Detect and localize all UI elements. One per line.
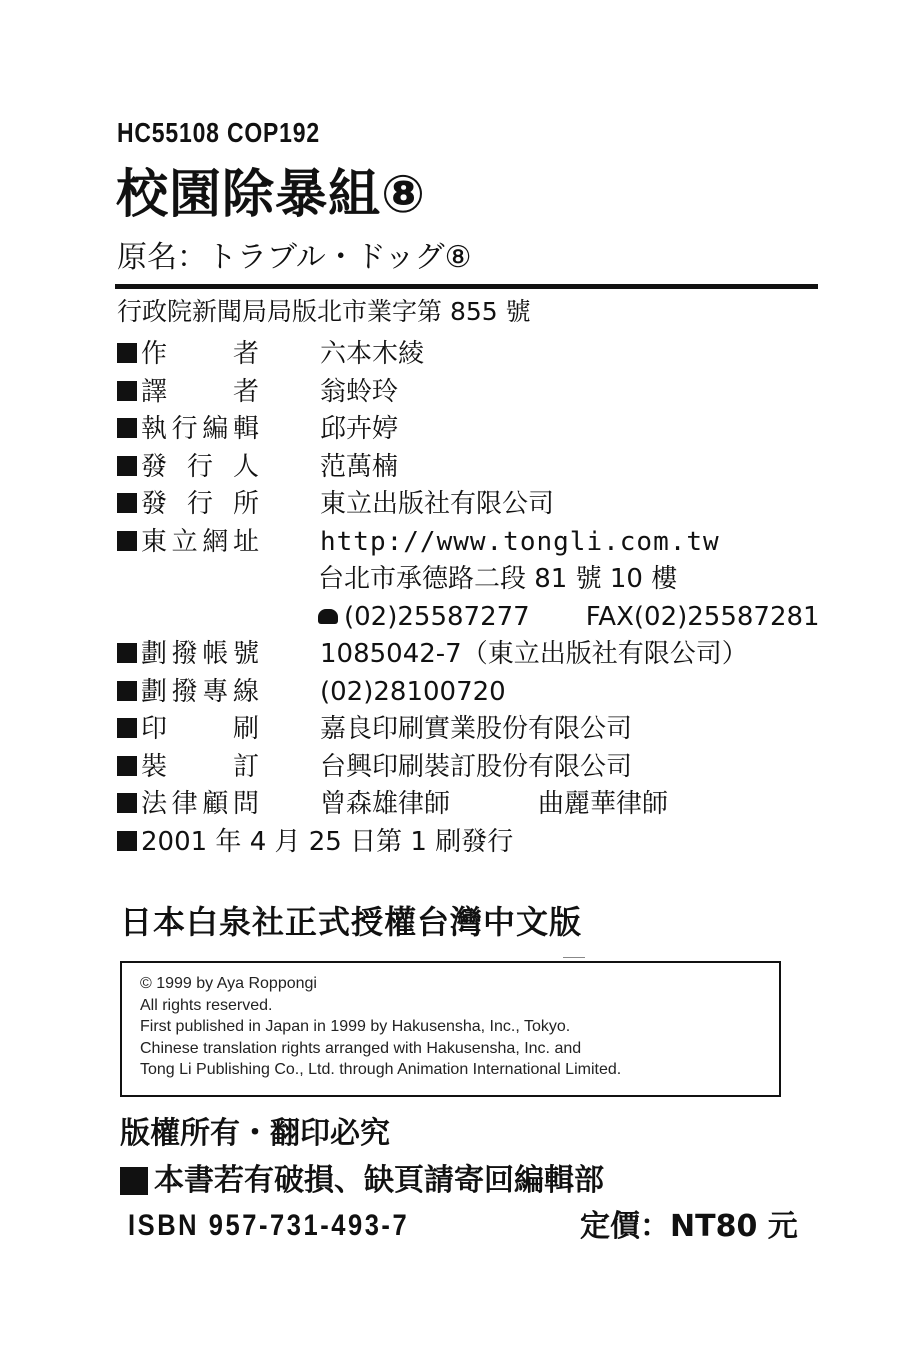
credit-label: 東立網址: [141, 526, 259, 557]
website-url[interactable]: http://www.tongli.com.tw: [320, 526, 720, 557]
credit-row-account: [117, 636, 820, 674]
copyright-line: Chinese translation rights arranged with Hakusensha, Inc. and: [140, 1039, 582, 1057]
divider-rule: [115, 284, 818, 289]
credit-row-hotline: [117, 674, 820, 712]
credit-value: 范萬楠: [320, 451, 399, 482]
credit-label: 法律顧問: [141, 789, 259, 819]
bullet-icon: [120, 1167, 148, 1195]
copyright-line: First published in Japan in 1999 by Hakusensha, Inc., Tokyo.: [140, 1018, 571, 1036]
bullet-icon: [117, 831, 137, 851]
address-row: [117, 561, 820, 599]
credit-row-binding: [117, 749, 820, 787]
credit-label: 譯 者: [141, 376, 259, 407]
bullet-icon: [117, 381, 137, 401]
print-date-row: [117, 824, 820, 862]
credit-value-2: 曲麗華律師: [538, 789, 669, 819]
phone-number: (02)25587277: [344, 601, 530, 632]
credit-label: 作 者: [141, 339, 259, 369]
credit-row-legal: [117, 786, 820, 824]
bullet-icon: [117, 793, 137, 813]
copyright-line: © 1999 by Aya Roppongi: [140, 975, 317, 992]
credit-row-editor: [117, 411, 820, 449]
license-number: 行政院新聞局局版北市業字第 855 號: [117, 297, 531, 326]
copyright-line: Tong Li Publishing Co., Ltd. through Animation International Limited.: [140, 1061, 622, 1079]
address: 台北市承德路二段 81 號 10 樓: [318, 564, 678, 594]
credit-row-website: [117, 524, 820, 562]
damage-notice-row: [120, 1162, 604, 1200]
price: 定價：NT80 元: [580, 1209, 798, 1244]
small-mark: [563, 957, 585, 958]
credit-label: 發 行 人: [141, 451, 259, 482]
credit-row-translator: [117, 374, 820, 412]
bullet-icon: [117, 718, 137, 738]
credit-label: 劃撥專線: [141, 676, 259, 707]
credit-value: 曾森雄律師: [320, 789, 451, 819]
bullet-icon: [117, 531, 137, 551]
credit-row-printer: [117, 711, 820, 749]
credit-row-publishing-house: [117, 486, 820, 524]
print-date: 2001 年 4 月 25 日第 1 刷發行: [141, 826, 514, 857]
credit-value: 翁蛉玲: [320, 376, 399, 407]
damage-notice: 本書若有破損、缺頁請寄回編輯部: [154, 1163, 604, 1198]
credit-value: 1085042-7（東立出版社有限公司）: [320, 639, 748, 669]
bullet-icon: [117, 456, 137, 476]
original-title: 原名：トラブル・ドッグ⑧: [117, 240, 472, 275]
credit-label: 發 行 所: [141, 489, 259, 519]
credit-label: 印 刷: [141, 714, 259, 744]
bullet-icon: [117, 756, 137, 776]
telephone-icon: [318, 609, 338, 624]
authorized-edition: 日本白泉社正式授權台灣中文版: [120, 903, 583, 941]
credit-row-publisher: [117, 449, 820, 487]
bullet-icon: [117, 643, 137, 663]
copyright-box: [120, 961, 781, 1097]
catalog-code: HC55108 COP192: [117, 117, 320, 148]
phone-row: [117, 599, 820, 637]
bullet-icon: [117, 493, 137, 513]
credit-label: 裝 訂: [141, 751, 259, 782]
isbn: ISBN 957-731-493-7: [128, 1209, 410, 1242]
bullet-icon: [117, 343, 137, 363]
bullet-icon: [117, 681, 137, 701]
credit-row-author: [117, 336, 820, 374]
credit-value: 東立出版社有限公司: [320, 489, 555, 519]
fax-number: FAX(02)25587281: [585, 601, 820, 632]
credit-value: 台興印刷裝訂股份有限公司: [320, 751, 633, 782]
credit-value: 嘉良印刷實業股份有限公司: [320, 714, 633, 744]
rights-reserved: 版權所有・翻印必究: [120, 1116, 390, 1151]
credits-list: [117, 336, 820, 861]
website-link[interactable]: [320, 524, 720, 560]
bullet-icon: [117, 418, 137, 438]
credit-value: 邱卉婷: [320, 414, 399, 444]
credit-label: 劃撥帳號: [141, 639, 259, 669]
credit-value: (02)28100720: [320, 676, 506, 707]
copyright-line: All rights reserved.: [140, 996, 273, 1014]
credit-label: 執行編輯: [141, 414, 259, 444]
book-title: 校園除暴組⑧: [116, 165, 427, 225]
credit-value: 六本木綾: [320, 339, 425, 369]
